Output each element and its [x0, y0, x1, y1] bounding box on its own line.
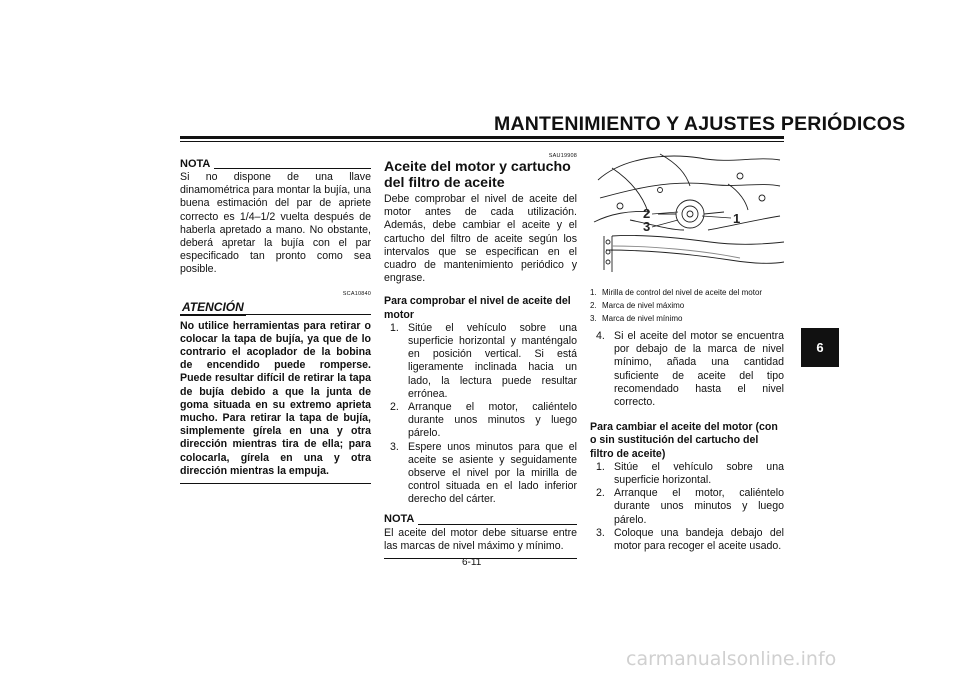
steps-list — [590, 461, 784, 553]
section-heading: Aceite del motor y cartucho del filtro de aceite — [384, 159, 571, 191]
step-text: Coloque una bandeja debajo del motor para recoger el aceite usado. — [614, 526, 784, 553]
list-item — [590, 461, 784, 487]
section-tab: 6 — [801, 328, 839, 367]
nota-header — [180, 157, 371, 171]
list-item — [384, 401, 577, 441]
nota-rule — [214, 168, 371, 169]
page-number: 6-11 — [462, 557, 482, 568]
title-rule-thin — [180, 141, 784, 142]
subheading: Para comprobar el nivel de aceite del motor — [384, 295, 571, 321]
atencion-label: ATENCIÓN — [182, 299, 244, 314]
steps-list — [384, 322, 577, 507]
step-text: Sitúe el vehículo sobre una superficie horizontal y manténgalo en posición vertical. Si está ligeramente inclinada hacia un lado, la lectura puede resultar errónea. — [408, 321, 577, 400]
step-text: Arranque el motor, caliéntelo durante unos minutos y luego párelo. — [614, 487, 784, 526]
step-number: 2. — [596, 487, 605, 500]
page-title: MANTENIMIENTO Y AJUSTES PERIÓDICOS — [494, 113, 906, 135]
caption-number: 2. — [590, 301, 597, 310]
atencion-text: No utilice herramientas para retirar o colocar la tapa de bujía, ya que de lo contrario el acoplador de la bobina de encendido puede romperse. Puede resultar difícil de retirar la tapa de bujía debido a que la junta de goma situada en su extremo aprieta mucho. Para retirar la tapa de bujía, simplemente gírela en una y otra dirección mientras tira de ella; para colocarla, gírela en una y otra dirección mientras la empuja. — [180, 319, 371, 477]
nota-rule — [418, 524, 577, 525]
step-text: Si el aceite del motor se encuentra por debajo de la marca de nivel mínimo, añada una cantidad suficiente de aceite del tipo recomendado hasta el nivel correcto. — [614, 330, 784, 409]
step-text: Arranque el motor, caliéntelo durante unos minutos y luego párelo. — [408, 401, 577, 440]
nota-text: El aceite del motor debe situarse entre las marcas de nivel máximo y mínimo. — [384, 526, 577, 552]
nota-label: NOTA — [384, 513, 415, 526]
step-text: Espere unos minutos para que el aceite se asiente y seguidamente observe el nivel por la mirilla de control situada en el lado inferior derecho del cárter. — [408, 440, 577, 506]
steps-list — [590, 330, 784, 409]
atencion-header — [180, 299, 371, 316]
nota-header — [384, 513, 577, 527]
step-number: 3. — [390, 440, 399, 453]
list-item — [590, 527, 784, 553]
caption-number: 1. — [590, 288, 597, 297]
nota-label: NOTA — [180, 157, 211, 170]
caption-item — [590, 287, 784, 298]
step-number: 4. — [596, 330, 605, 342]
caption-item — [590, 313, 784, 324]
step-number: 1. — [596, 460, 605, 473]
list-item — [384, 441, 577, 507]
step-number: 2. — [390, 401, 399, 414]
column-middle — [384, 150, 577, 559]
subheading: Para cambiar el aceite del motor (con o sin sustitución del cartucho del filtro de aceite) — [590, 421, 778, 460]
atencion-rule — [246, 314, 371, 315]
nota-text: Si no dispone de una llave dinamométrica para montar la bujía, una buena estimación del par de apriete correcto es 1/4–1/2 vuelta después de haberla apretado a mano. No obstante, deberá apretar la bujía con el par especificado tan pronto como sea posible. — [180, 171, 371, 276]
callout-label: 2 — [643, 206, 651, 221]
intro-paragraph: Debe comprobar el nivel de aceite del motor antes de cada utilización. Además, debe cambiar el aceite y el cartucho del filtro de aceite según los intervalos que se especifican en el cuadro de mantenimiento periódico y engrase. — [384, 193, 577, 285]
step-text: Sitúe el vehículo sobre una superficie horizontal. — [614, 460, 784, 487]
caption-text: Marca de nivel máximo — [602, 301, 685, 310]
reference-code: SAU19908 — [548, 153, 577, 159]
step-number: 3. — [596, 526, 605, 539]
callout-label: 3 — [643, 219, 651, 234]
figure-captions — [590, 287, 784, 324]
title-rule — [180, 136, 784, 139]
step-number: 1. — [390, 321, 399, 334]
column-left — [180, 157, 371, 484]
caption-item — [590, 300, 784, 311]
list-item — [590, 330, 784, 409]
reference-code: SCA10840 — [342, 290, 371, 297]
list-item — [590, 487, 784, 527]
engine-diagram — [590, 150, 784, 278]
caption-number: 3. — [590, 314, 597, 323]
caption-text: Marca de nivel mínimo — [602, 314, 683, 323]
callout-label: 1 — [733, 211, 741, 226]
column-right — [590, 150, 784, 553]
atencion-end-rule — [180, 483, 371, 484]
watermark[interactable]: carmanualsonline.info — [626, 648, 837, 670]
engine-illustration — [590, 150, 784, 278]
list-item — [384, 322, 577, 401]
caption-text: Mirilla de control del nivel de aceite del motor — [602, 288, 763, 297]
